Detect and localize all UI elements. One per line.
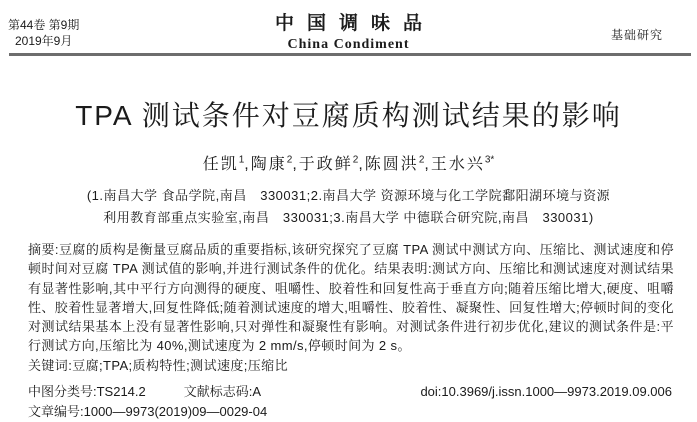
document-code: 文献标志码:A xyxy=(183,384,262,399)
section-label: 基础研究 xyxy=(610,28,663,42)
volume-issue: 第44卷 第9期 xyxy=(8,18,80,32)
abstract: 摘要:豆腐的质构是衡量豆腐品质的重要指标,该研究探究了豆腐 TPA 测试中测试方向、压缩比、测试速度和停顿时间对豆腐 TPA 测试值的影响,并进行测试条件的优化。结果表明:测试方向、压缩比和测试速度对测试结果有显著性影响,其中平行方向测得的硬度、咀嚼性、胶着性和回复性高于垂直方向;随着压缩比增大,硬度、咀嚼性、胶着性显著增大,回复性降低;随着测试速度的增大,咀嚼性、胶着性、凝聚性、回复性增大;停顿时间的变化对测试结果基本上没有显著性影响,只对弹性和凝聚性有影响。对测试条件进行初步优化,建议的测试条件是:平行测试方向,压缩比为 40%,测试速度为 2 mm/s,停顿时间为 2 s。 xyxy=(28,242,674,354)
meta-line xyxy=(28,381,672,400)
front-matter xyxy=(28,240,674,375)
article-number: 文章编号:1000—9973(2019)09—0029-04 xyxy=(28,404,268,419)
journal-title-en: China Condiment xyxy=(287,37,410,52)
affiliation-line-2: 利用教育部重点实验室,南昌 330031;3.南昌大学 中德联合研究院,南昌 330031) xyxy=(103,210,594,225)
keywords: 关键词:豆腐;TPA;质构特性;测试速度;压缩比 xyxy=(28,357,288,373)
author: 陶康$^2$ xyxy=(250,154,293,173)
affiliation-line-1: (1.南昌大学 食品学院,南昌 330031;2.南昌大学 资源环境与化工学院鄱阳湖环境与资源 xyxy=(86,188,611,203)
issue-date: 2019年9月 xyxy=(14,34,73,48)
author: 王水兴$^{3*}$ xyxy=(430,154,495,173)
author: 于政鲜$^2$ xyxy=(298,154,359,173)
affiliations xyxy=(0,185,697,229)
clc-number: 中图分类号:TS214.2 xyxy=(28,384,146,399)
authors-line: 任凯$^1$,陶康$^2$,于政鲜$^2$,陈圆洪$^2$,王水兴$^{3*}$ xyxy=(202,154,495,173)
author: 任凯$^1$ xyxy=(202,154,245,173)
journal-title-block xyxy=(0,8,697,53)
author: 陈圆洪$^2$ xyxy=(364,154,425,173)
doi: doi:10.3969/j.issn.1000—9973.2019.09.006 xyxy=(420,384,672,399)
header-rule xyxy=(9,53,691,56)
journal-title-cn: 中国调味品 xyxy=(274,13,435,34)
paper-title: TPA 测试条件对豆腐质构测试结果的影响 xyxy=(75,100,622,131)
